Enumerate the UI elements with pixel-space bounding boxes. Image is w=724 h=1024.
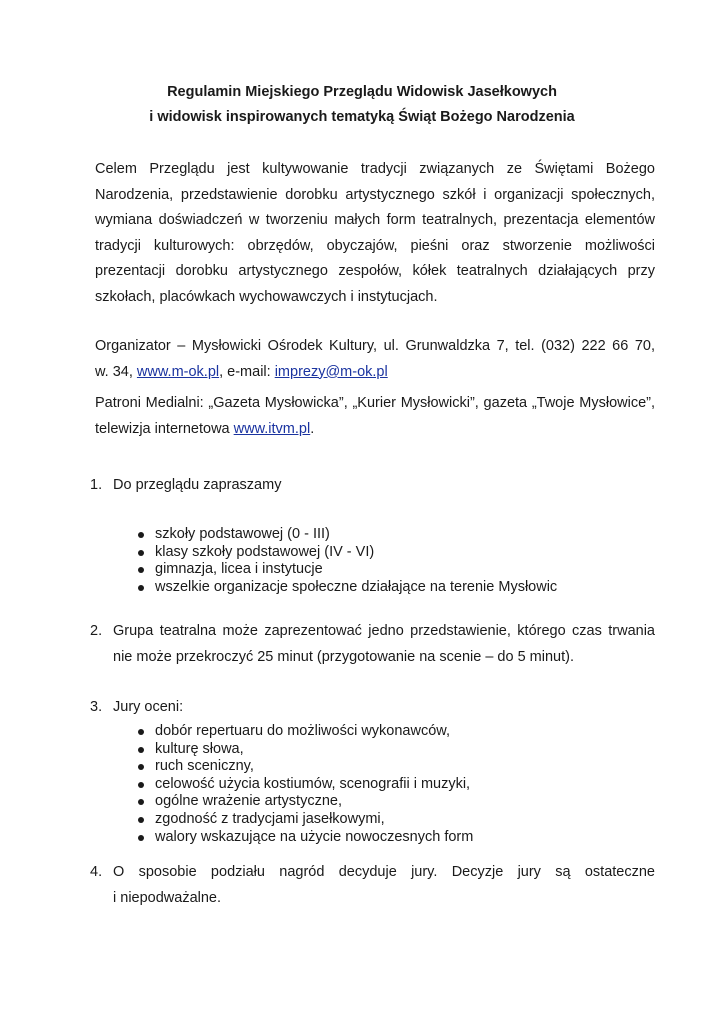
intro-line: prezentacji dorobku artystycznego zespołów, kółek teatralnych działających przy bbox=[95, 263, 655, 280]
email-label: , e-mail: bbox=[219, 363, 275, 380]
item-number: 4. bbox=[90, 864, 103, 880]
item-number: 2. bbox=[90, 623, 103, 639]
patrons-line-1: Patroni Medialni: „Gazeta Mysłowicka”, „Kurier Mysłowicki”, gazeta „Twoje Mysłowice”, bbox=[95, 395, 655, 411]
item-number: 1. bbox=[90, 477, 103, 493]
item-line: i niepodważalne. bbox=[113, 889, 222, 906]
list-item-text: celowość użycia kostiumów, scenografii i muzyki, bbox=[155, 775, 471, 792]
patrons-paragraph bbox=[95, 391, 655, 442]
list-item-text: wszelkie organizacje społeczne działające na terenie Mysłowic bbox=[155, 578, 558, 595]
bullet-icon bbox=[138, 729, 144, 735]
item-body bbox=[113, 619, 655, 670]
list-item-text: ogólne wrażenie artystyczne, bbox=[155, 793, 342, 810]
document-title-line-2: i widowisk inspirowanych tematyką Świąt Bożego Narodzenia bbox=[149, 109, 575, 125]
invitee-bullet-list bbox=[138, 526, 557, 596]
patrons-website-link[interactable]: www.itvm.pl bbox=[233, 420, 311, 437]
organizer-line-2 bbox=[95, 360, 655, 386]
bullet-icon bbox=[138, 585, 144, 591]
patrons-line-2 bbox=[95, 417, 655, 443]
list-item-text: klasy szkoły podstawowej (IV - VI) bbox=[155, 543, 375, 560]
item-body bbox=[113, 473, 655, 499]
list-item-text: zgodność z tradycjami jasełkowymi, bbox=[155, 810, 385, 827]
bullet-icon bbox=[138, 799, 144, 805]
bullet-icon bbox=[138, 817, 144, 823]
intro-line: Celem Przeglądu jest kultywowanie tradycji związanych ze Świętami Bożego bbox=[95, 161, 655, 177]
item-line: Grupa teatralna może zaprezentować jedno przedstawienie, którego czas trwania bbox=[113, 623, 655, 639]
list-item bbox=[138, 741, 473, 759]
list-item bbox=[138, 758, 473, 776]
bullet-icon bbox=[138, 567, 144, 573]
organizer-website-link[interactable]: www.m-ok.pl bbox=[136, 363, 220, 380]
item-number: 3. bbox=[90, 699, 103, 715]
list-item-text: ruch sceniczny, bbox=[155, 758, 254, 775]
bullet-icon bbox=[138, 764, 144, 770]
document-title-line-1: Regulamin Miejskiego Przeglądu Widowisk Jasełkowych bbox=[167, 84, 557, 100]
list-item bbox=[138, 723, 473, 741]
list-item-text: szkoły podstawowej (0 - III) bbox=[155, 526, 330, 542]
list-item bbox=[138, 544, 557, 562]
item-line: O sposobie podziału nagród decyduje jury. Decyzje jury są ostateczne bbox=[113, 864, 655, 880]
item-line: Jury oceni: bbox=[113, 699, 184, 715]
intro-line: wymiana doświadczeń w tworzeniu małych form teatralnych, prezentacja elementów bbox=[95, 212, 655, 229]
bullet-icon bbox=[138, 747, 144, 753]
intro-line: tradycji kulturowych: obrzędów, obyczajów, pieśni oraz stworzenie możliwości bbox=[95, 237, 655, 254]
organizer-email-link[interactable]: imprezy@m-ok.pl bbox=[274, 363, 388, 380]
organizer-line-1: Organizator – Mysłowicki Ośrodek Kultury, ul. Grunwaldzka 7, tel. (032) 222 66 70, bbox=[95, 338, 655, 354]
jury-criteria-bullet-list bbox=[138, 723, 473, 846]
bullet-icon bbox=[138, 835, 144, 841]
bullet-icon bbox=[138, 550, 144, 556]
intro-paragraph bbox=[95, 157, 655, 311]
list-item bbox=[138, 579, 557, 597]
item-line: Do przeglądu zapraszamy bbox=[113, 477, 282, 493]
intro-line: Narodzenia, przedstawienie dorobku artystycznego szkół i organizacji społecznych, bbox=[95, 186, 655, 203]
patrons-line-2-prefix: telewizja internetowa bbox=[95, 420, 234, 437]
item-line: nie może przekroczyć 25 minut (przygotowanie na scenie – do 5 minut). bbox=[113, 648, 574, 665]
list-item bbox=[138, 793, 473, 811]
organizer-paragraph bbox=[95, 334, 655, 385]
list-item-text: gimnazja, licea i instytucje bbox=[155, 561, 323, 578]
list-item bbox=[138, 811, 473, 829]
list-item bbox=[138, 829, 473, 847]
patrons-line-2-suffix: . bbox=[310, 420, 315, 437]
organizer-line-2-prefix: w. 34, bbox=[95, 363, 137, 380]
list-item bbox=[138, 561, 557, 579]
item-body bbox=[113, 860, 655, 911]
list-item-text: dobór repertuaru do możliwości wykonawców, bbox=[155, 723, 450, 739]
list-item-text: kulturę słowa, bbox=[155, 740, 244, 757]
item-body bbox=[113, 695, 655, 721]
list-item-text: walory wskazujące na użycie nowoczesnych form bbox=[155, 828, 474, 845]
list-item bbox=[138, 526, 557, 544]
intro-line: szkołach, placówkach wychowawczych i instytucjach. bbox=[95, 288, 438, 305]
list-item bbox=[138, 776, 473, 794]
bullet-icon bbox=[138, 782, 144, 788]
bullet-icon bbox=[138, 532, 144, 538]
